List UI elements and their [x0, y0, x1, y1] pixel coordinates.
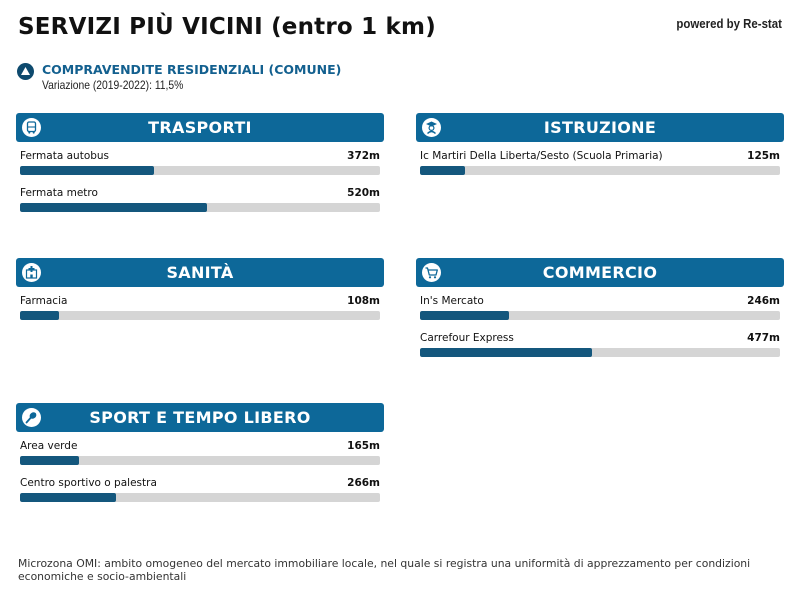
distance-bar-fill: [20, 456, 79, 465]
distance-bar-fill: [420, 348, 592, 357]
service-distance: 125m: [747, 150, 780, 162]
distance-bar: [420, 348, 780, 357]
distance-bar: [20, 456, 380, 465]
distance-bar: [20, 311, 380, 320]
service-name: Ic Martiri Della Liberta/Sesto (Scuola Primaria): [420, 150, 663, 162]
section-title: ISTRUZIONE: [543, 118, 657, 137]
distance-bar-fill: [420, 166, 465, 175]
footnote: Microzona OMI: ambito omogeneo del mercato immobiliare locale, nel quale si registra una uniformità di apprezzamento per condizioni economiche e socio-ambientali: [18, 557, 751, 583]
section-header: [16, 403, 384, 432]
list-item: [16, 287, 384, 324]
distance-bar: [20, 166, 380, 175]
compravendite-title: COMPRAVENDITE RESIDENZIALI (COMUNE): [42, 62, 342, 77]
shopping-cart-icon: [422, 263, 441, 282]
service-distance: 165m: [347, 440, 380, 452]
service-distance: 246m: [747, 295, 780, 307]
service-distance: 520m: [347, 187, 380, 199]
service-distance: 372m: [347, 150, 380, 162]
section-title: COMMERCIO: [542, 263, 658, 282]
list-item: [16, 469, 384, 506]
service-name: Centro sportivo o palestra: [20, 477, 157, 489]
service-distance: 108m: [347, 295, 380, 307]
section-commercio: [416, 258, 784, 361]
distance-bar-fill: [20, 493, 116, 502]
list-item: [16, 432, 384, 469]
list-item: [416, 324, 784, 361]
section-trasporti: [16, 113, 384, 216]
distance-bar-fill: [20, 166, 154, 175]
service-name: In's Mercato: [420, 295, 484, 307]
service-name: Fermata autobus: [20, 150, 110, 162]
section-sanita: [16, 258, 384, 324]
section-header: [16, 258, 384, 287]
hospital-icon: [22, 263, 41, 282]
distance-bar: [20, 203, 380, 212]
distance-bar-fill: [20, 203, 207, 212]
page-title: SERVIZI PIÙ VICINI (entro 1 km): [18, 14, 436, 40]
service-name: Carrefour Express: [420, 332, 514, 344]
section-header: [416, 258, 784, 287]
distance-bar: [20, 493, 380, 502]
tennis-racket-icon: [22, 408, 41, 427]
bus-icon: [22, 118, 41, 137]
student-icon: [422, 118, 441, 137]
distance-bar: [420, 166, 780, 175]
section-title: TRASPORTI: [148, 118, 252, 137]
list-item: [416, 142, 784, 179]
section-title: SANITÀ: [166, 263, 234, 282]
service-name: Area verde: [20, 440, 78, 452]
list-item: [16, 179, 384, 216]
distance-bar-fill: [420, 311, 509, 320]
list-item: [416, 287, 784, 324]
section-header: [16, 113, 384, 142]
compravendite-variation: Variazione (2019-2022): 11,5%: [42, 78, 184, 92]
powered-by-logo: powered by Re-stat: [676, 16, 782, 31]
service-distance: 266m: [347, 477, 380, 489]
distance-bar-fill: [20, 311, 59, 320]
service-name: Fermata metro: [20, 187, 98, 199]
triangle-up-icon: [17, 63, 34, 80]
section-title: SPORT E TEMPO LIBERO: [89, 408, 311, 427]
section-header: [416, 113, 784, 142]
service-distance: 477m: [747, 332, 780, 344]
distance-bar: [420, 311, 780, 320]
section-sport: [16, 403, 384, 506]
list-item: [16, 142, 384, 179]
section-istruzione: [416, 113, 784, 179]
service-name: Farmacia: [20, 295, 68, 307]
